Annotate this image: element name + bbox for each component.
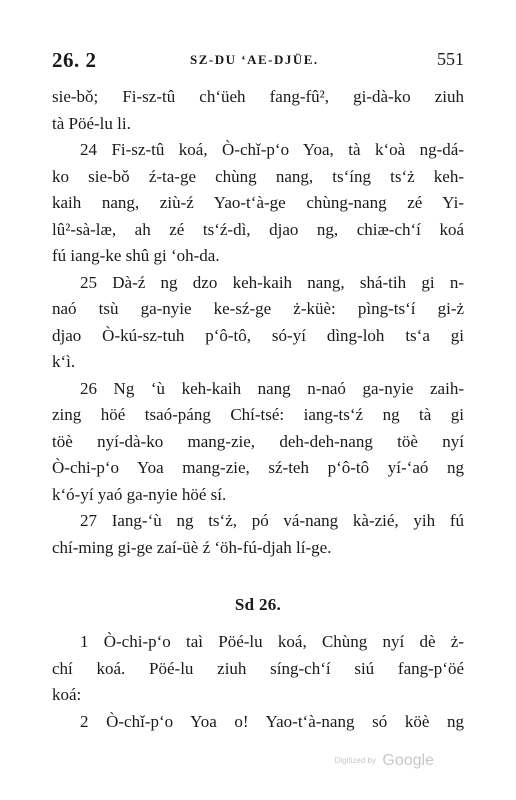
digitized-watermark	[335, 752, 434, 770]
page-number: 551	[437, 49, 464, 69]
running-head	[52, 48, 464, 72]
chapter-text	[52, 629, 464, 735]
text-line: ko sie-bǒ ź-ta-ge chùng nang, tsʻíng tsʻż keh-	[52, 166, 464, 186]
text-line: tà Pöé-lu li.	[52, 113, 131, 133]
verse-start-line: 2 Ò-chǐ-pʻo Yoa o! Yao-tʻà-nang só köè ng	[80, 711, 464, 731]
book-title: SZ-DU ʻAE-DJÜE.	[190, 52, 319, 67]
text-line: fú iang-ke shû gi ʻoh-da.	[52, 246, 220, 265]
chapter-verse-ref: 26. 2	[52, 48, 97, 72]
text-line: chí-ming gi-ge zaí-üè ź ʻöh-fú-djah lí-ge.	[52, 537, 332, 557]
text-line: Ò-chi-pʻo Yoa mang-zie, sź-teh pʻô-tô yí-ʻaó ng	[52, 458, 464, 477]
verse-start-line: 26 Ng ʻù keh-kaih nang n-naó ga-nyie zaih-	[80, 378, 464, 398]
text-line: chí koá. Pöé-lu ziuh síng-chʻí siú fang-pʻöé	[52, 658, 464, 678]
chapter-heading: Sd 26.	[234, 595, 282, 614]
text-line: sie-bǒ; Fi-sz-tû chʻüeh fang-fû², gi-dà-ko ziuh	[52, 87, 464, 106]
body-text	[52, 84, 464, 561]
text-line: kʻó-yí yaó ga-nyie höé sí.	[52, 484, 227, 504]
verse-start-line: 24 Fi-sz-tû koá, Ò-chǐ-pʻo Yoa, tà kʻoà ng-dá-	[80, 140, 464, 159]
text-line: lû²-sà-læ, ah zé tsʻź-dì, djao ng, chiæ-chʻí koá	[52, 219, 464, 239]
watermark-prefix: Digitized by	[334, 756, 376, 766]
verse-start-line: 1 Ò-chi-pʻo taì Pöé-lu koá, Chùng nyí dè ż-	[80, 632, 464, 651]
text-line: zing höé tsaó-páng Chí-tsé: iang-tsʻź ng tà gi	[52, 405, 464, 424]
watermark-logo: Google	[382, 751, 434, 769]
verse-start-line: 25 Dà-ź ng dzo keh-kaih nang, shá-tih gi n-	[80, 272, 464, 292]
text-line: töè nyí-dà-ko mang-zie, deh-deh-nang töè nyí	[52, 431, 464, 451]
text-line: koá:	[52, 685, 82, 704]
text-line: djao Ò-kú-sz-tuh pʻô-tô, só-yí dìng-loh tsʻa gi	[52, 325, 464, 345]
text-line: naó tsù ga-nyie ke-sź-ge ż-küè: pìng-tsʻí gi-ż	[52, 299, 464, 318]
verse-start-line: 27 Iang-ʻù ng tsʻż, pó vá-nang kà-zié, yih fú	[80, 511, 464, 530]
text-line: kaih nang, ziù-ź Yao-tʻà-ge chùng-nang zé Yi-	[52, 193, 464, 212]
text-line: kʻì.	[52, 352, 76, 371]
